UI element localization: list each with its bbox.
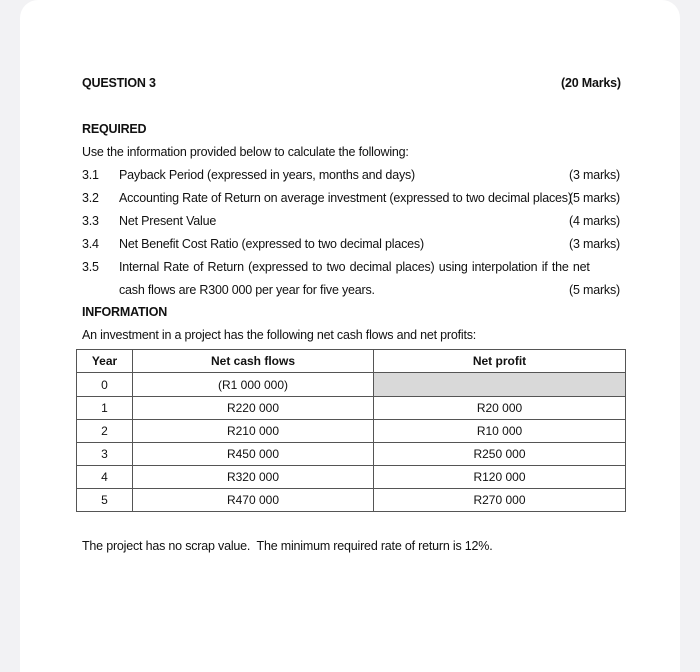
item-number: 3.3 xyxy=(82,214,99,228)
year-cell: 3 xyxy=(77,443,133,466)
header-year: Year xyxy=(77,350,133,373)
information-intro: An investment in a project has the following net cash flows and net profits: xyxy=(82,328,477,342)
item-text: Internal Rate of Return (expressed to two decimal places) using interpolation if the net xyxy=(119,260,590,274)
item-marks: (5 marks) xyxy=(569,283,620,297)
cash-flow-cell: R210 000 xyxy=(133,420,374,443)
table-row xyxy=(77,443,626,466)
table-row xyxy=(77,466,626,489)
item-number: 3.2 xyxy=(82,191,99,205)
required-intro: Use the information provided below to calculate the following: xyxy=(82,145,409,159)
table-row xyxy=(77,489,626,512)
item-text-continued: cash flows are R300 000 per year for five years. xyxy=(119,283,375,297)
cash-flow-cell: R320 000 xyxy=(133,466,374,489)
net-profit-cell: R20 000 xyxy=(374,397,626,420)
year-cell: 0 xyxy=(77,373,133,397)
item-text: Net Present Value xyxy=(119,214,217,228)
cash-flow-cell: R450 000 xyxy=(133,443,374,466)
cash-flow-cell: R220 000 xyxy=(133,397,374,420)
item-text: Net Benefit Cost Ratio (expressed to two decimal places) xyxy=(119,237,424,251)
item-marks: (3 marks) xyxy=(569,237,620,251)
item-text: Accounting Rate of Return on average investment (expressed to two decimal places) xyxy=(119,191,572,205)
year-cell: 5 xyxy=(77,489,133,512)
header-net-cash-flows: Net cash flows xyxy=(133,350,374,373)
year-cell: 1 xyxy=(77,397,133,420)
item-marks: (3 marks) xyxy=(569,168,620,182)
net-profit-cell xyxy=(374,373,626,397)
item-marks: (4 marks) xyxy=(569,214,620,228)
cash-flow-table xyxy=(76,349,626,512)
table-row xyxy=(77,373,626,397)
header-net-profit: Net profit xyxy=(374,350,626,373)
net-profit-cell: R120 000 xyxy=(374,466,626,489)
item-marks: (5 marks) xyxy=(569,191,620,205)
document-page xyxy=(20,0,680,672)
table-row xyxy=(77,420,626,443)
footnote: The project has no scrap value. The minimum required rate of return is 12%. xyxy=(82,539,493,553)
year-cell: 2 xyxy=(77,420,133,443)
question-marks: (20 Marks) xyxy=(561,76,621,90)
cash-flow-cell: R470 000 xyxy=(133,489,374,512)
cash-flow-cell: (R1 000 000) xyxy=(133,373,374,397)
question-title: QUESTION 3 xyxy=(82,76,156,90)
net-profit-cell: R10 000 xyxy=(374,420,626,443)
net-profit-cell: R250 000 xyxy=(374,443,626,466)
item-number: 3.5 xyxy=(82,260,99,274)
item-number: 3.1 xyxy=(82,168,99,182)
information-heading: INFORMATION xyxy=(82,305,168,319)
required-heading: REQUIRED xyxy=(82,122,147,136)
table-row xyxy=(77,397,626,420)
net-profit-cell: R270 000 xyxy=(374,489,626,512)
year-cell: 4 xyxy=(77,466,133,489)
item-number: 3.4 xyxy=(82,237,99,251)
table-header-row xyxy=(77,350,626,373)
item-text: Payback Period (expressed in years, months and days) xyxy=(119,168,416,182)
